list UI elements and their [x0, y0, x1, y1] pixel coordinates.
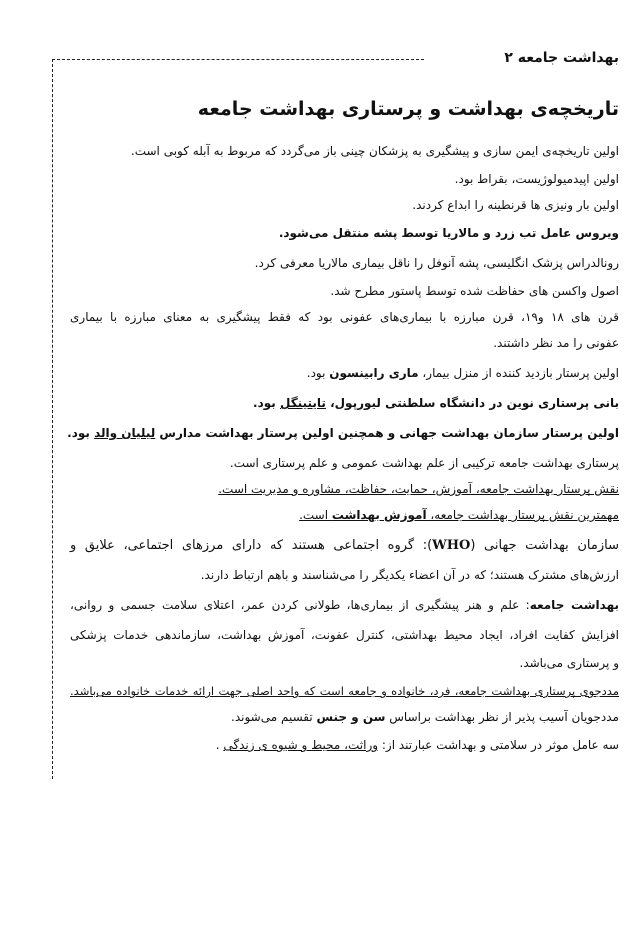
text-line-18: افزایش کفایت افراد، ایجاد محیط بهداشتی، کنترل عفونت، آموزش بهداشت، سازماندهی خدمات پزشکی — [70, 628, 619, 642]
underlined-name: لیلیان والد — [94, 426, 156, 440]
underlined-name: تایتینگل — [279, 396, 326, 410]
text-segment: سازمان بهداشت جهانی ( — [470, 538, 619, 553]
highlight-term: آموزش بهداشت — [331, 508, 427, 522]
text-segment: ): گروه اجتماعی هستند که دارای مرزهای اجتماعی، علایق و — [70, 538, 433, 553]
text-line-10 — [253, 396, 619, 410]
text-segment: : علم و هنر پیشگیری از بیماری‌ها، طولانی کردن عمر، اعتلای سلامت جسمی و روانی، — [70, 598, 530, 612]
text-line-2: اولین اپیدمیولوژیست، بقراط بود. — [454, 172, 619, 186]
text-segment: بود. — [67, 426, 95, 440]
highlight-term: بهداشت جامعه — [529, 598, 619, 612]
text-line-12: پرستاری بهداشت جامعه ترکیبی از علم بهداشت عمومی و علم پرستاری است. — [229, 456, 619, 470]
text-segment: اولین پرستار بازدید کننده از منزل بیمار، — [418, 366, 619, 380]
who-abbreviation: WHO — [432, 538, 471, 553]
text-segment: است. — [299, 508, 332, 522]
text-line-21 — [231, 710, 619, 724]
text-line-3: اولین بار ونیزی ها قرنطینه را ابداع کردند. — [412, 198, 619, 212]
text-segment: سه عامل موثر در سلامتی و بهداشت عبارتند از: — [378, 738, 619, 752]
text-line-9 — [307, 366, 619, 380]
highlight-term: سن و جنس — [316, 710, 386, 724]
text-line-15 — [70, 538, 619, 553]
text-segment: اولین پرستار سازمان بهداشت جهانی و همچنین اولین پرستار بهداشت مدارس — [155, 426, 619, 440]
text-line-13: نقش پرستار بهداشت جامعه، آموزش، حمایت، حفاظت، مشاوره و مدیریت است. — [218, 482, 619, 496]
text-line-20: مددجوی پرستاری بهداشت جامعه، فرد، خانواده و جامعه است که واحد اصلی جهت ارائه خدمات خانواده می‌باشد. — [70, 684, 619, 698]
text-line-17 — [70, 598, 619, 612]
text-line-14 — [299, 508, 619, 522]
text-segment: . — [215, 738, 224, 752]
text-segment: تقسیم می‌شوند. — [231, 710, 317, 724]
text-line-16: ارزش‌های مشترک هستند؛ که در آن اعضاء یکدیگر را می‌شناسند و باهم ارتباط دارند. — [200, 568, 619, 582]
underlined-term: وراثت، محیط و شیوه ی زندگی — [223, 738, 379, 752]
text-line-19: و پرستاری می‌باشد. — [519, 656, 619, 670]
highlight-name: ماری رابینسون — [329, 366, 419, 380]
side-dashed-rule — [52, 59, 53, 779]
text-segment: بود. — [253, 396, 280, 410]
text-line-7: قرن های ۱۸ و۱۹، قرن مبارزه با بیماری‌های عفونی بود که فقط پیشگیری به معنای مبارزه با بیماری — [70, 310, 619, 324]
text-line-6: اصول واکسن های حفاظت شده توسط پاستور مطرح شد. — [330, 284, 619, 298]
text-line-1: اولین تاریخچه‌ی ایمن سازی و پیشگیری به پزشکان چینی باز می‌گردد که مربوط به آبله کوبی است. — [130, 144, 619, 158]
text-segment: مددجویان آسیب پذیر از نظر بهداشت براساس — [385, 710, 619, 724]
text-line-22 — [216, 738, 619, 752]
text-line-4: ویروس عامل تب زرد و مالاریا توسط پشه منتقل می‌شود. — [278, 226, 619, 240]
page-title: تاریخچه‌ی بهداشت و پرستاری بهداشت جامعه — [197, 98, 619, 120]
text-line-11 — [67, 426, 619, 440]
text-segment: بانی پرستاری نوین در دانشگاه سلطنتی لیورپول، — [325, 396, 619, 410]
text-segment: بود. — [306, 366, 330, 380]
header-dashed-rule — [52, 59, 424, 60]
text-line-8: عفونی را مد نظر داشتند. — [493, 336, 619, 350]
text-segment: مهمترین نقش پرستار بهداشت جامعه، — [426, 508, 619, 522]
text-line-5: رونالدراس پزشک انگلیسی، پشه آنوفل را ناقل بیماری مالاریا معرفی کرد. — [254, 256, 619, 270]
running-header: بهداشت جامعه ۲ — [504, 50, 619, 66]
